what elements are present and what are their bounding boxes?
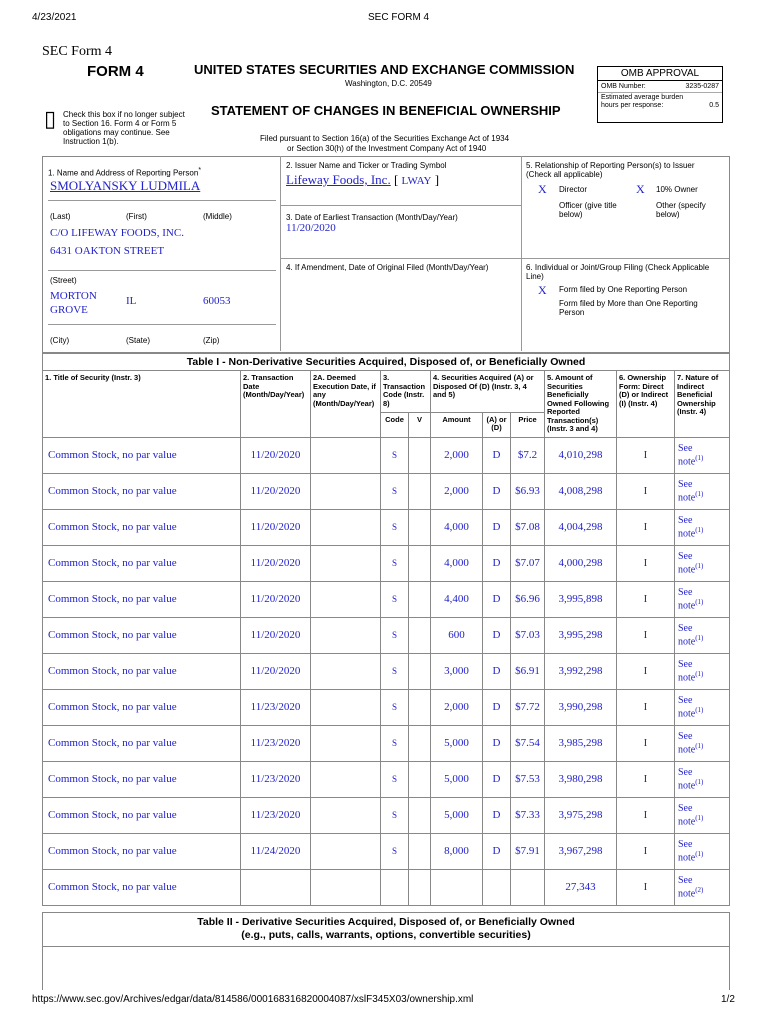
security-title: Common Stock, no par value — [43, 689, 241, 725]
section2-label: 2. Issuer Name and Ticker or Trading Symbol — [286, 161, 447, 170]
a-or-d: D — [483, 761, 511, 797]
security-title: Common Stock, no par value — [43, 437, 241, 473]
street-label: (Street) — [50, 276, 77, 285]
amount-owned: 4,008,298 — [545, 473, 617, 509]
nature-note: See note$^{(1)}$ — [675, 653, 730, 689]
th-a-or-d: (A) or (D) — [483, 412, 511, 437]
deemed-date — [311, 869, 381, 905]
omb-approval-box — [597, 66, 723, 123]
amount-owned: 4,010,298 — [545, 437, 617, 473]
v-flag — [409, 797, 431, 833]
ownership-form: I — [617, 761, 675, 797]
security-title: Common Stock, no par value — [43, 545, 241, 581]
table-row — [43, 869, 730, 905]
print-title: SEC FORM 4 — [368, 12, 430, 23]
issuer-name-link[interactable]: Lifeway Foods, Inc. — [286, 172, 391, 187]
th-code: Code — [381, 412, 409, 437]
table-row — [43, 725, 730, 761]
transaction-date: 11/23/2020 — [241, 797, 311, 833]
v-flag — [409, 653, 431, 689]
non-derivative-table — [42, 370, 730, 906]
v-flag — [409, 473, 431, 509]
deemed-date — [311, 725, 381, 761]
v-flag — [409, 581, 431, 617]
ownership-form: I — [617, 653, 675, 689]
zip-value: 60053 — [203, 295, 231, 307]
ten-percent-owner-label: 10% Owner — [656, 185, 698, 194]
table-row — [43, 797, 730, 833]
amount-owned: 3,992,298 — [545, 653, 617, 689]
a-or-d: D — [483, 509, 511, 545]
footer-url[interactable]: https://www.sec.gov/Archives/edgar/data/814586/000168316820004087/xslF345X03/ownership.xml — [32, 994, 474, 1005]
transaction-code: S — [381, 545, 409, 581]
city-label: (City) — [50, 336, 70, 345]
section4-label: 4. If Amendment, Date of Original Filed (Month/Day/Year) — [286, 263, 489, 272]
address-line-1: C/O LIFEWAY FOODS, INC. — [50, 227, 184, 239]
deemed-date — [311, 581, 381, 617]
footnote-ref[interactable]: (1) — [695, 562, 704, 571]
transaction-date: 11/20/2020 — [241, 545, 311, 581]
ten-percent-owner-x[interactable]: X — [636, 182, 645, 196]
table1-header-row — [43, 371, 730, 413]
footer-page-number: 1/2 — [721, 994, 735, 1005]
state-label: (State) — [126, 336, 151, 345]
footnote-ref[interactable]: (1) — [695, 670, 704, 679]
a-or-d: D — [483, 797, 511, 833]
officer-label: Officer (give title below) — [559, 201, 617, 219]
table1-title: Table I - Non-Derivative Securities Acquired, Disposed of, or Beneficially Owned — [42, 353, 730, 370]
ownership-form: I — [617, 869, 675, 905]
one-person-x[interactable]: X — [538, 283, 547, 297]
price: $6.93 — [511, 473, 545, 509]
ownership-form: I — [617, 833, 675, 869]
nature-note: See note$^{(1)}$ — [675, 725, 730, 761]
amount: 4,000 — [431, 545, 483, 581]
th-amount-owned: 5. Amount of Securities Beneficially Owned Following Reported Transaction(s) (Instr. 3 and 4) — [545, 371, 617, 438]
footnote-ref[interactable]: (1) — [695, 850, 704, 859]
amount-owned: 3,967,298 — [545, 833, 617, 869]
price: $7.54 — [511, 725, 545, 761]
a-or-d: D — [483, 617, 511, 653]
deemed-date — [311, 689, 381, 725]
amount-owned: 4,000,298 — [545, 545, 617, 581]
nature-note: See note$^{(1)}$ — [675, 761, 730, 797]
director-x[interactable]: X — [538, 182, 547, 196]
zip-label: (Zip) — [203, 336, 220, 345]
transaction-code: S — [381, 581, 409, 617]
th-price: Price — [511, 412, 545, 437]
amount: 5,000 — [431, 797, 483, 833]
footnote-ref[interactable]: (1) — [695, 490, 704, 499]
transaction-code: S — [381, 437, 409, 473]
amount: 2,000 — [431, 437, 483, 473]
table-row — [43, 545, 730, 581]
statement-title: STATEMENT OF CHANGES IN BENEFICIAL OWNERSHIP — [211, 103, 561, 118]
ownership-form: I — [617, 725, 675, 761]
more-persons-label: Form filed by More than One Reporting Person — [559, 299, 698, 317]
form-title: FORM 4 — [87, 63, 144, 80]
price: $7.91 — [511, 833, 545, 869]
transaction-date: 11/20/2020 — [241, 617, 311, 653]
director-label: Director — [559, 185, 588, 194]
a-or-d: D — [483, 437, 511, 473]
security-title: Common Stock, no par value — [43, 833, 241, 869]
price — [511, 869, 545, 905]
nature-note: See note$^{(1)}$ — [675, 473, 730, 509]
transaction-date: 11/23/2020 — [241, 689, 311, 725]
ownership-form: I — [617, 437, 675, 473]
transaction-date — [241, 869, 311, 905]
amount-owned: 3,975,298 — [545, 797, 617, 833]
print-date: 4/23/2021 — [32, 12, 77, 23]
amount: 2,000 — [431, 689, 483, 725]
th-deemed-date: 2A. Deemed Execution Date, if any (Month/Day/Year) — [311, 371, 381, 438]
transaction-code: S — [381, 761, 409, 797]
transaction-date: 11/23/2020 — [241, 725, 311, 761]
transaction-code — [381, 869, 409, 905]
transaction-date: 11/23/2020 — [241, 761, 311, 797]
agency-title: UNITED STATES SECURITIES AND EXCHANGE COMMISSION — [194, 62, 575, 77]
omb-hours: 0.5 — [709, 102, 719, 109]
amount: 4,400 — [431, 581, 483, 617]
omb-burden-label: Estimated average burden — [598, 92, 722, 101]
table-row — [43, 509, 730, 545]
footnote-ref[interactable]: (1) — [695, 598, 704, 607]
footnote-ref[interactable]: (1) — [695, 454, 704, 463]
omb-number-label: OMB Number: — [601, 83, 646, 90]
issuer-line: Lifeway Foods, Inc. [ LWAY ] — [286, 172, 440, 187]
ownership-form: I — [617, 473, 675, 509]
section6-label: 6. Individual or Joint/Group Filing (Check Applicable Line) — [526, 263, 710, 281]
footnote-ref[interactable]: (1) — [695, 742, 704, 751]
v-flag — [409, 689, 431, 725]
deemed-date — [311, 833, 381, 869]
ownership-form: I — [617, 797, 675, 833]
deemed-date — [311, 653, 381, 689]
ownership-form: I — [617, 689, 675, 725]
deemed-date — [311, 545, 381, 581]
deemed-date — [311, 797, 381, 833]
amount-owned: 27,343 — [545, 869, 617, 905]
amount: 5,000 — [431, 761, 483, 797]
security-title: Common Stock, no par value — [43, 797, 241, 833]
transaction-code: S — [381, 509, 409, 545]
agency-address: Washington, D.C. 20549 — [345, 79, 432, 88]
transaction-code: S — [381, 473, 409, 509]
th-amount: Amount — [431, 412, 483, 437]
a-or-d: D — [483, 473, 511, 509]
security-title: Common Stock, no par value — [43, 617, 241, 653]
security-title: Common Stock, no par value — [43, 653, 241, 689]
amount-owned: 3,985,298 — [545, 725, 617, 761]
state-value: IL — [126, 295, 137, 307]
nature-note: See note$^{(1)}$ — [675, 545, 730, 581]
price: $7.53 — [511, 761, 545, 797]
transaction-date: 11/20/2020 — [241, 509, 311, 545]
footnote-ref[interactable]: (1) — [695, 526, 704, 535]
ownership-form: I — [617, 617, 675, 653]
a-or-d — [483, 869, 511, 905]
checkbox-text: Check this box if no longer subject to Section 16. Form 4 or Form 5 obligations may continue. See Instruction 1(b). — [63, 110, 185, 146]
v-flag — [409, 617, 431, 653]
nature-note: See note$^{(1)}$ — [675, 509, 730, 545]
v-flag — [409, 509, 431, 545]
transaction-code: S — [381, 725, 409, 761]
table-row — [43, 437, 730, 473]
deemed-date — [311, 761, 381, 797]
amount: 4,000 — [431, 509, 483, 545]
table-row — [43, 761, 730, 797]
amount-owned: 3,995,898 — [545, 581, 617, 617]
price: $6.96 — [511, 581, 545, 617]
transaction-code: S — [381, 689, 409, 725]
ownership-form: I — [617, 545, 675, 581]
nature-note: See note$^{(1)}$ — [675, 581, 730, 617]
transaction-date: 11/20/2020 — [241, 473, 311, 509]
amount: 8,000 — [431, 833, 483, 869]
table-row — [43, 473, 730, 509]
security-title: Common Stock, no par value — [43, 473, 241, 509]
th-nature: 7. Nature of Indirect Beneficial Ownership (Instr. 4) — [675, 371, 730, 438]
security-title: Common Stock, no par value — [43, 725, 241, 761]
price: $7.08 — [511, 509, 545, 545]
th-securities: 4. Securities Acquired (A) or Disposed Of (D) (Instr. 3, 4 and 5) — [431, 371, 545, 413]
table-row — [43, 617, 730, 653]
table2-title-2: (e.g., puts, calls, warrants, options, convertible securities) — [241, 929, 531, 941]
omb-number: 3235-0287 — [685, 83, 719, 90]
deemed-date — [311, 473, 381, 509]
price: $6.91 — [511, 653, 545, 689]
section1-label: 1. Name and Address of Reporting Person* — [48, 167, 202, 178]
transaction-code: S — [381, 617, 409, 653]
amount: 5,000 — [431, 725, 483, 761]
security-title: Common Stock, no par value — [43, 761, 241, 797]
ticker-symbol: LWAY — [401, 175, 432, 187]
sec-form-label: SEC Form 4 — [42, 44, 113, 59]
v-flag — [409, 545, 431, 581]
amount: 600 — [431, 617, 483, 653]
footnote-ref[interactable]: (1) — [695, 778, 704, 787]
transaction-date: 11/20/2020 — [241, 653, 311, 689]
a-or-d: D — [483, 833, 511, 869]
table-row — [43, 689, 730, 725]
a-or-d: D — [483, 689, 511, 725]
table-row — [43, 581, 730, 617]
price: $7.72 — [511, 689, 545, 725]
nature-note: See note$^{(1)}$ — [675, 797, 730, 833]
filed-line-1: Filed pursuant to Section 16(a) of the Securities Exchange Act of 1934 — [260, 134, 510, 143]
a-or-d: D — [483, 725, 511, 761]
price: $7.07 — [511, 545, 545, 581]
th-transaction-date: 2. Transaction Date (Month/Day/Year) — [241, 371, 311, 438]
nature-note: See note$^{(1)}$ — [675, 437, 730, 473]
city-value: MORTON GROVE — [50, 290, 97, 316]
omb-hours-label: hours per response: — [601, 102, 664, 109]
transaction-code: S — [381, 653, 409, 689]
nature-note: See note$^{(1)}$ — [675, 833, 730, 869]
security-title: Common Stock, no par value — [43, 869, 241, 905]
footnote-ref[interactable]: (2) — [695, 886, 704, 895]
footnote-ref[interactable]: (1) — [695, 706, 704, 715]
table-row — [43, 833, 730, 869]
amount — [431, 869, 483, 905]
th-transaction-code: 3. Transaction Code (Instr. 8) — [381, 371, 431, 413]
one-person-label: Form filed by One Reporting Person — [559, 285, 688, 294]
amount-owned: 3,990,298 — [545, 689, 617, 725]
amount-owned: 4,004,298 — [545, 509, 617, 545]
no-longer-subject-checkbox[interactable]: ▯ — [44, 106, 57, 131]
nature-note: See note$^{(1)}$ — [675, 617, 730, 653]
section3-label: 3. Date of Earliest Transaction (Month/Day/Year) — [286, 213, 458, 222]
v-flag — [409, 725, 431, 761]
v-flag — [409, 833, 431, 869]
a-or-d: D — [483, 653, 511, 689]
security-title: Common Stock, no par value — [43, 509, 241, 545]
reporting-person-name[interactable]: SMOLYANSKY LUDMILA — [50, 178, 201, 193]
v-flag — [409, 761, 431, 797]
ownership-form: I — [617, 581, 675, 617]
deemed-date — [311, 509, 381, 545]
amount: 3,000 — [431, 653, 483, 689]
th-ownership-form: 6. Ownership Form: Direct (D) or Indirect (I) (Instr. 4) — [617, 371, 675, 438]
address-line-2: 6431 OAKTON STREET — [50, 245, 165, 257]
price: $7.33 — [511, 797, 545, 833]
middle-label: (Middle) — [203, 212, 232, 221]
transaction-date: 11/20/2020 — [241, 437, 311, 473]
table-row — [43, 653, 730, 689]
last-label: (Last) — [50, 212, 71, 221]
amount: 2,000 — [431, 473, 483, 509]
transaction-date: 11/20/2020 — [241, 581, 311, 617]
deemed-date — [311, 437, 381, 473]
amount-owned: 3,995,298 — [545, 617, 617, 653]
other-label: Other (specify below) — [656, 201, 706, 219]
section5-label: 5. Relationship of Reporting Person(s) to Issuer (Check all applicable) — [526, 161, 695, 179]
transaction-code: S — [381, 797, 409, 833]
transaction-code: S — [381, 833, 409, 869]
a-or-d: D — [483, 545, 511, 581]
filed-line-2: or Section 30(h) of the Investment Company Act of 1940 — [287, 144, 487, 153]
v-flag — [409, 869, 431, 905]
price: $7.03 — [511, 617, 545, 653]
th-v: V — [409, 412, 431, 437]
nature-note: See note$^{(2)}$ — [675, 869, 730, 905]
omb-title: OMB APPROVAL — [598, 67, 722, 81]
ownership-form: I — [617, 509, 675, 545]
th-title: 1. Title of Security (Instr. 3) — [43, 371, 241, 438]
security-title: Common Stock, no par value — [43, 581, 241, 617]
amount-owned: 3,980,298 — [545, 761, 617, 797]
first-label: (First) — [126, 212, 147, 221]
a-or-d: D — [483, 581, 511, 617]
footnote-ref[interactable]: (1) — [695, 814, 704, 823]
deemed-date — [311, 617, 381, 653]
v-flag — [409, 437, 431, 473]
price: $7.2 — [511, 437, 545, 473]
transaction-date: 11/24/2020 — [241, 833, 311, 869]
table2-title-1: Table II - Derivative Securities Acquired, Disposed of, or Beneficially Owned — [197, 916, 575, 928]
nature-note: See note$^{(1)}$ — [675, 689, 730, 725]
earliest-transaction-date: 11/20/2020 — [286, 222, 336, 234]
footnote-ref[interactable]: (1) — [695, 634, 704, 643]
